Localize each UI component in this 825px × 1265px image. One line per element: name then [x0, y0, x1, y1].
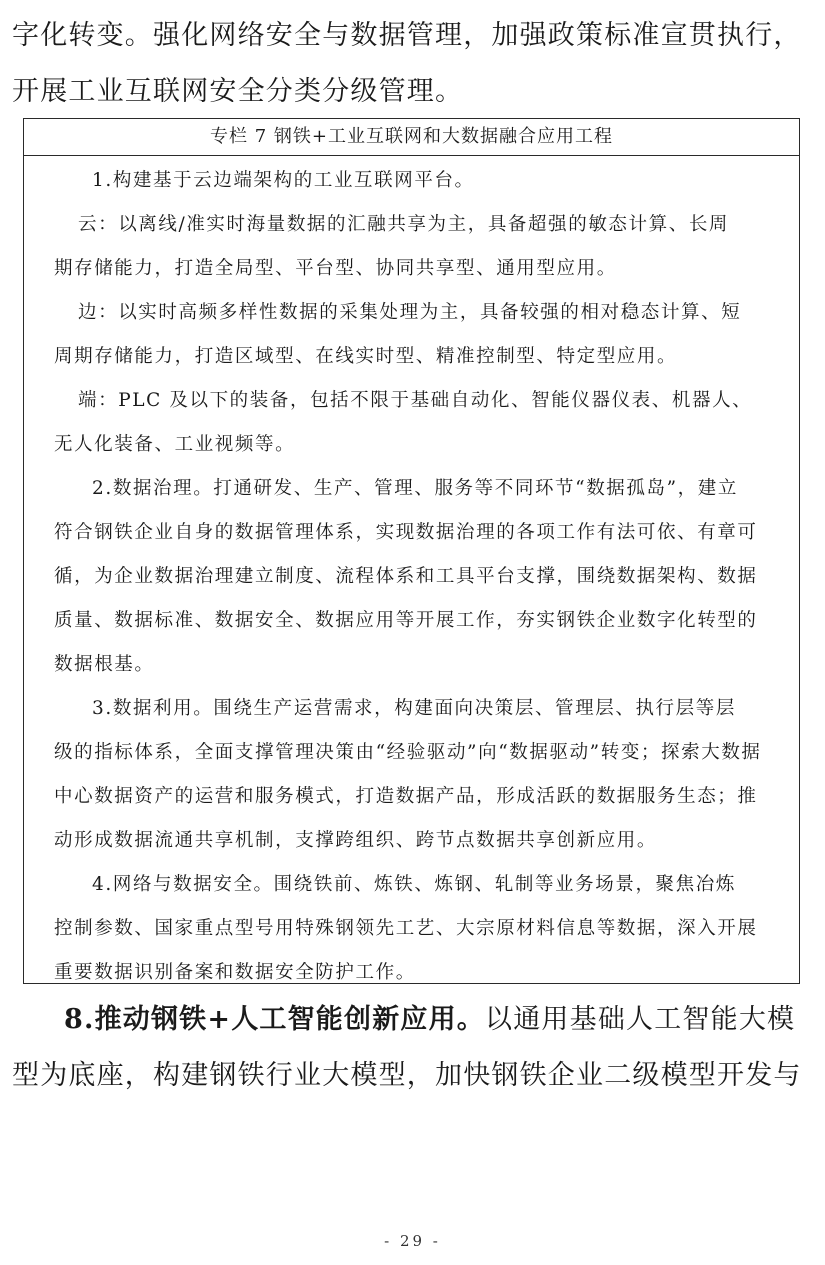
box-line: 云：以离线/准实时海量数据的汇融共享为主，具备超强的敏态计算、长周 [78, 214, 730, 235]
page-number: - 29 - [384, 1232, 441, 1250]
section8-line-2: 型为底座，构建钢铁行业大模型，加快钢铁企业二级模型开发与 [12, 1060, 802, 1091]
box-line: 循，为企业数据治理建立制度、流程体系和工具平台支撑，围绕数据架构、数据 [54, 566, 758, 587]
column-box [23, 118, 800, 984]
section8-heading: 8.推动钢铁+人工智能创新应用。 [64, 1004, 486, 1035]
box-line: 符合钢铁企业自身的数据管理体系，实现数据治理的各项工作有法可依、有章可 [54, 522, 758, 543]
box-line: 1.构建基于云边端架构的工业互联网平台。 [92, 170, 475, 191]
section8-line-1 [64, 1002, 812, 1038]
box-line: 动形成数据流通共享机制，支撑跨组织、跨节点数据共享创新应用。 [54, 830, 658, 851]
box-line: 边：以实时高频多样性数据的采集处理为主，具备较强的相对稳态计算、短 [78, 302, 742, 323]
section8-text: 以通用基础人工智能大模 [485, 1004, 796, 1035]
box-line: 数据根基。 [54, 654, 155, 675]
box-line: 端：PLC 及以下的装备，包括不限于基础自动化、智能仪器仪表、机器人、 [78, 390, 753, 411]
intro-line-1: 字化转变。强化网络安全与数据管理，加强政策标准宣贯执行， [12, 20, 802, 51]
box-line: 重要数据识别备案和数据安全防护工作。 [54, 962, 416, 983]
box-line: 质量、数据标准、数据安全、数据应用等开展工作，夯实钢铁企业数字化转型的 [54, 610, 758, 631]
column-title: 专栏 7 钢铁+工业互联网和大数据融合应用工程 [24, 119, 799, 156]
box-line: 周期存储能力，打造区域型、在线实时型、精准控制型、特定型应用。 [54, 346, 678, 367]
box-line: 无人化装备、工业视频等。 [54, 434, 296, 455]
box-line: 中心数据资产的运营和服务模式，打造数据产品，形成活跃的数据服务生态；推 [54, 786, 758, 807]
box-line: 2.数据治理。打通研发、生产、管理、服务等不同环节“数据孤岛”，建立 [92, 478, 738, 499]
box-line: 3.数据利用。围绕生产运营需求，构建面向决策层、管理层、执行层等层 [92, 698, 736, 719]
box-line: 控制参数、国家重点型号用特殊钢领先工艺、大宗原材料信息等数据，深入开展 [54, 918, 758, 939]
intro-line-2: 开展工业互联网安全分类分级管理。 [12, 76, 464, 107]
box-line: 级的指标体系，全面支撑管理决策由“经验驱动”向“数据驱动”转变；探索大数据 [54, 742, 762, 763]
box-line: 4.网络与数据安全。围绕铁前、炼铁、炼钢、轧制等业务场景，聚焦冶炼 [92, 874, 736, 895]
box-line: 期存储能力，打造全局型、平台型、协同共享型、通用型应用。 [54, 258, 617, 279]
